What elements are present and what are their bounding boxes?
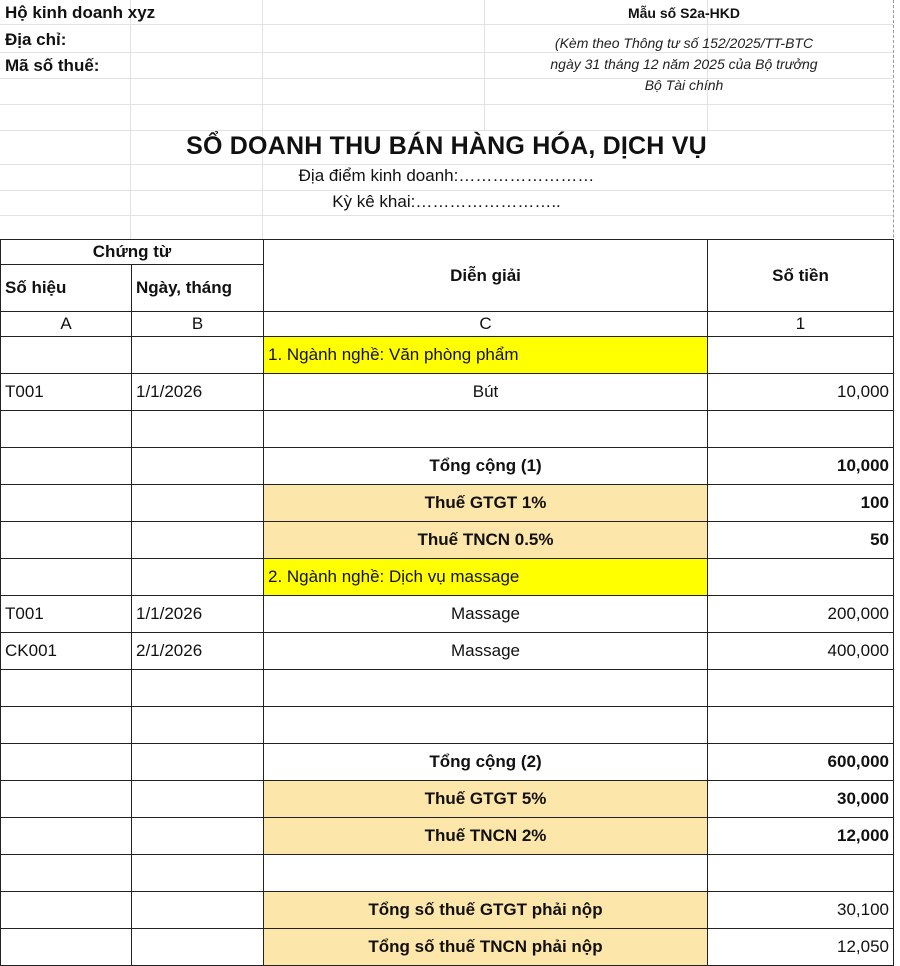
amount-cell: 10,000 [708, 374, 894, 411]
description-cell: Tổng số thuế GTGT phải nộp [264, 892, 708, 929]
page-title: SỔ DOANH THU BÁN HÀNG HÓA, DỊCH VỤ [186, 132, 707, 160]
voucher-date-cell [132, 781, 264, 818]
description-cell: Thuế GTGT 5% [264, 781, 708, 818]
voucher-date-cell [132, 411, 264, 448]
form-note-line-2: ngày 31 tháng 12 năm 2025 của Bộ trưởng [550, 56, 818, 72]
voucher-number-cell [1, 670, 132, 707]
table-row [1, 707, 894, 744]
description-cell: Massage [264, 596, 708, 633]
description-cell: Thuế GTGT 1% [264, 485, 708, 522]
gridline [0, 215, 893, 216]
table-row [1, 670, 894, 707]
voucher-number-cell [1, 448, 132, 485]
voucher-group-header: Chứng từ [1, 240, 264, 265]
voucher-number-cell: CK001 [1, 633, 132, 670]
amount-cell: 30,100 [708, 892, 894, 929]
voucher-number-cell [1, 485, 132, 522]
amount-cell: 50 [708, 522, 894, 559]
revenue-table [0, 239, 894, 966]
table-row [1, 559, 894, 596]
amount-cell: 600,000 [708, 744, 894, 781]
amount-cell: 10,000 [708, 448, 894, 485]
table-row [1, 522, 894, 559]
amount-cell: 12,000 [708, 818, 894, 855]
voucher-number-cell [1, 337, 132, 374]
address-label: Địa chỉ: [5, 30, 67, 49]
amount-cell: 30,000 [708, 781, 894, 818]
description-header: Diễn giải [264, 240, 708, 312]
description-cell: Tổng cộng (1) [264, 448, 708, 485]
date-header: Ngày, tháng [132, 265, 264, 312]
voucher-number-cell [1, 411, 132, 448]
table-row [1, 337, 894, 374]
table-row [1, 374, 894, 411]
voucher-number-cell [1, 855, 132, 892]
column-code-c: C [264, 312, 708, 337]
location-line: Địa điểm kinh doanh:…………………… [298, 166, 595, 185]
voucher-date-cell [132, 744, 264, 781]
description-cell [264, 855, 708, 892]
voucher-date-cell [132, 448, 264, 485]
table-row [1, 411, 894, 448]
table-row [1, 596, 894, 633]
amount-cell: 200,000 [708, 596, 894, 633]
description-cell: Massage [264, 633, 708, 670]
column-code-a: A [1, 312, 132, 337]
voucher-date-cell [132, 670, 264, 707]
description-cell: Tổng cộng (2) [264, 744, 708, 781]
amount-cell [708, 707, 894, 744]
voucher-date-cell [132, 707, 264, 744]
voucher-date-cell: 1/1/2026 [132, 374, 264, 411]
amount-cell [708, 411, 894, 448]
period-line: Kỳ kê khai:…………………….. [332, 192, 561, 211]
description-cell [264, 707, 708, 744]
table-row [1, 485, 894, 522]
table-row [1, 744, 894, 781]
voucher-date-cell: 2/1/2026 [132, 633, 264, 670]
voucher-date-cell [132, 485, 264, 522]
voucher-number-cell: T001 [1, 596, 132, 633]
table-row [1, 781, 894, 818]
voucher-number-cell [1, 929, 132, 966]
column-code-b: B [132, 312, 264, 337]
voucher-date-cell [132, 892, 264, 929]
tax-code-label: Mã số thuế: [5, 56, 100, 75]
gridline [0, 52, 893, 53]
table-row [1, 818, 894, 855]
business-name: Hộ kinh doanh xyz [5, 3, 156, 22]
amount-cell: 12,050 [708, 929, 894, 966]
gridline [0, 190, 893, 191]
number-header: Số hiệu [1, 265, 132, 312]
voucher-date-cell [132, 855, 264, 892]
voucher-date-cell [132, 818, 264, 855]
voucher-date-cell [132, 522, 264, 559]
description-cell: Bút [264, 374, 708, 411]
description-cell [264, 670, 708, 707]
table-row [1, 892, 894, 929]
voucher-number-cell [1, 522, 132, 559]
description-cell: 2. Ngành nghề: Dịch vụ massage [264, 559, 708, 596]
voucher-date-cell: 1/1/2026 [132, 596, 264, 633]
description-cell: Thuế TNCN 0.5% [264, 522, 708, 559]
voucher-number-cell [1, 707, 132, 744]
voucher-number-cell [1, 781, 132, 818]
voucher-number-cell [1, 892, 132, 929]
table-body [1, 337, 894, 966]
description-cell: Thuế TNCN 2% [264, 818, 708, 855]
form-number: Mẫu số S2a-HKD [627, 5, 741, 21]
voucher-date-cell [132, 929, 264, 966]
amount-header: Số tiền [708, 240, 894, 312]
gridline [0, 130, 893, 131]
table-row [1, 929, 894, 966]
gridline [0, 164, 893, 165]
amount-cell: 100 [708, 485, 894, 522]
voucher-number-cell [1, 744, 132, 781]
form-note-line-3: Bộ Tài chính [644, 77, 724, 93]
column-code-1: 1 [708, 312, 894, 337]
table-row [1, 633, 894, 670]
amount-cell [708, 855, 894, 892]
voucher-number-cell [1, 818, 132, 855]
amount-cell [708, 337, 894, 374]
form-note-line-1: (Kèm theo Thông tư số 152/2025/TT-BTC [554, 35, 814, 51]
voucher-number-cell [1, 559, 132, 596]
description-cell: 1. Ngành nghề: Văn phòng phẩm [264, 337, 708, 374]
description-cell [264, 411, 708, 448]
gridline [0, 24, 893, 25]
voucher-date-cell [132, 337, 264, 374]
voucher-date-cell [132, 559, 264, 596]
table-row [1, 448, 894, 485]
amount-cell [708, 559, 894, 596]
description-cell: Tổng số thuế TNCN phải nộp [264, 929, 708, 966]
table-row [1, 855, 894, 892]
voucher-number-cell: T001 [1, 374, 132, 411]
amount-cell [708, 670, 894, 707]
amount-cell: 400,000 [708, 633, 894, 670]
gridline [0, 104, 893, 105]
